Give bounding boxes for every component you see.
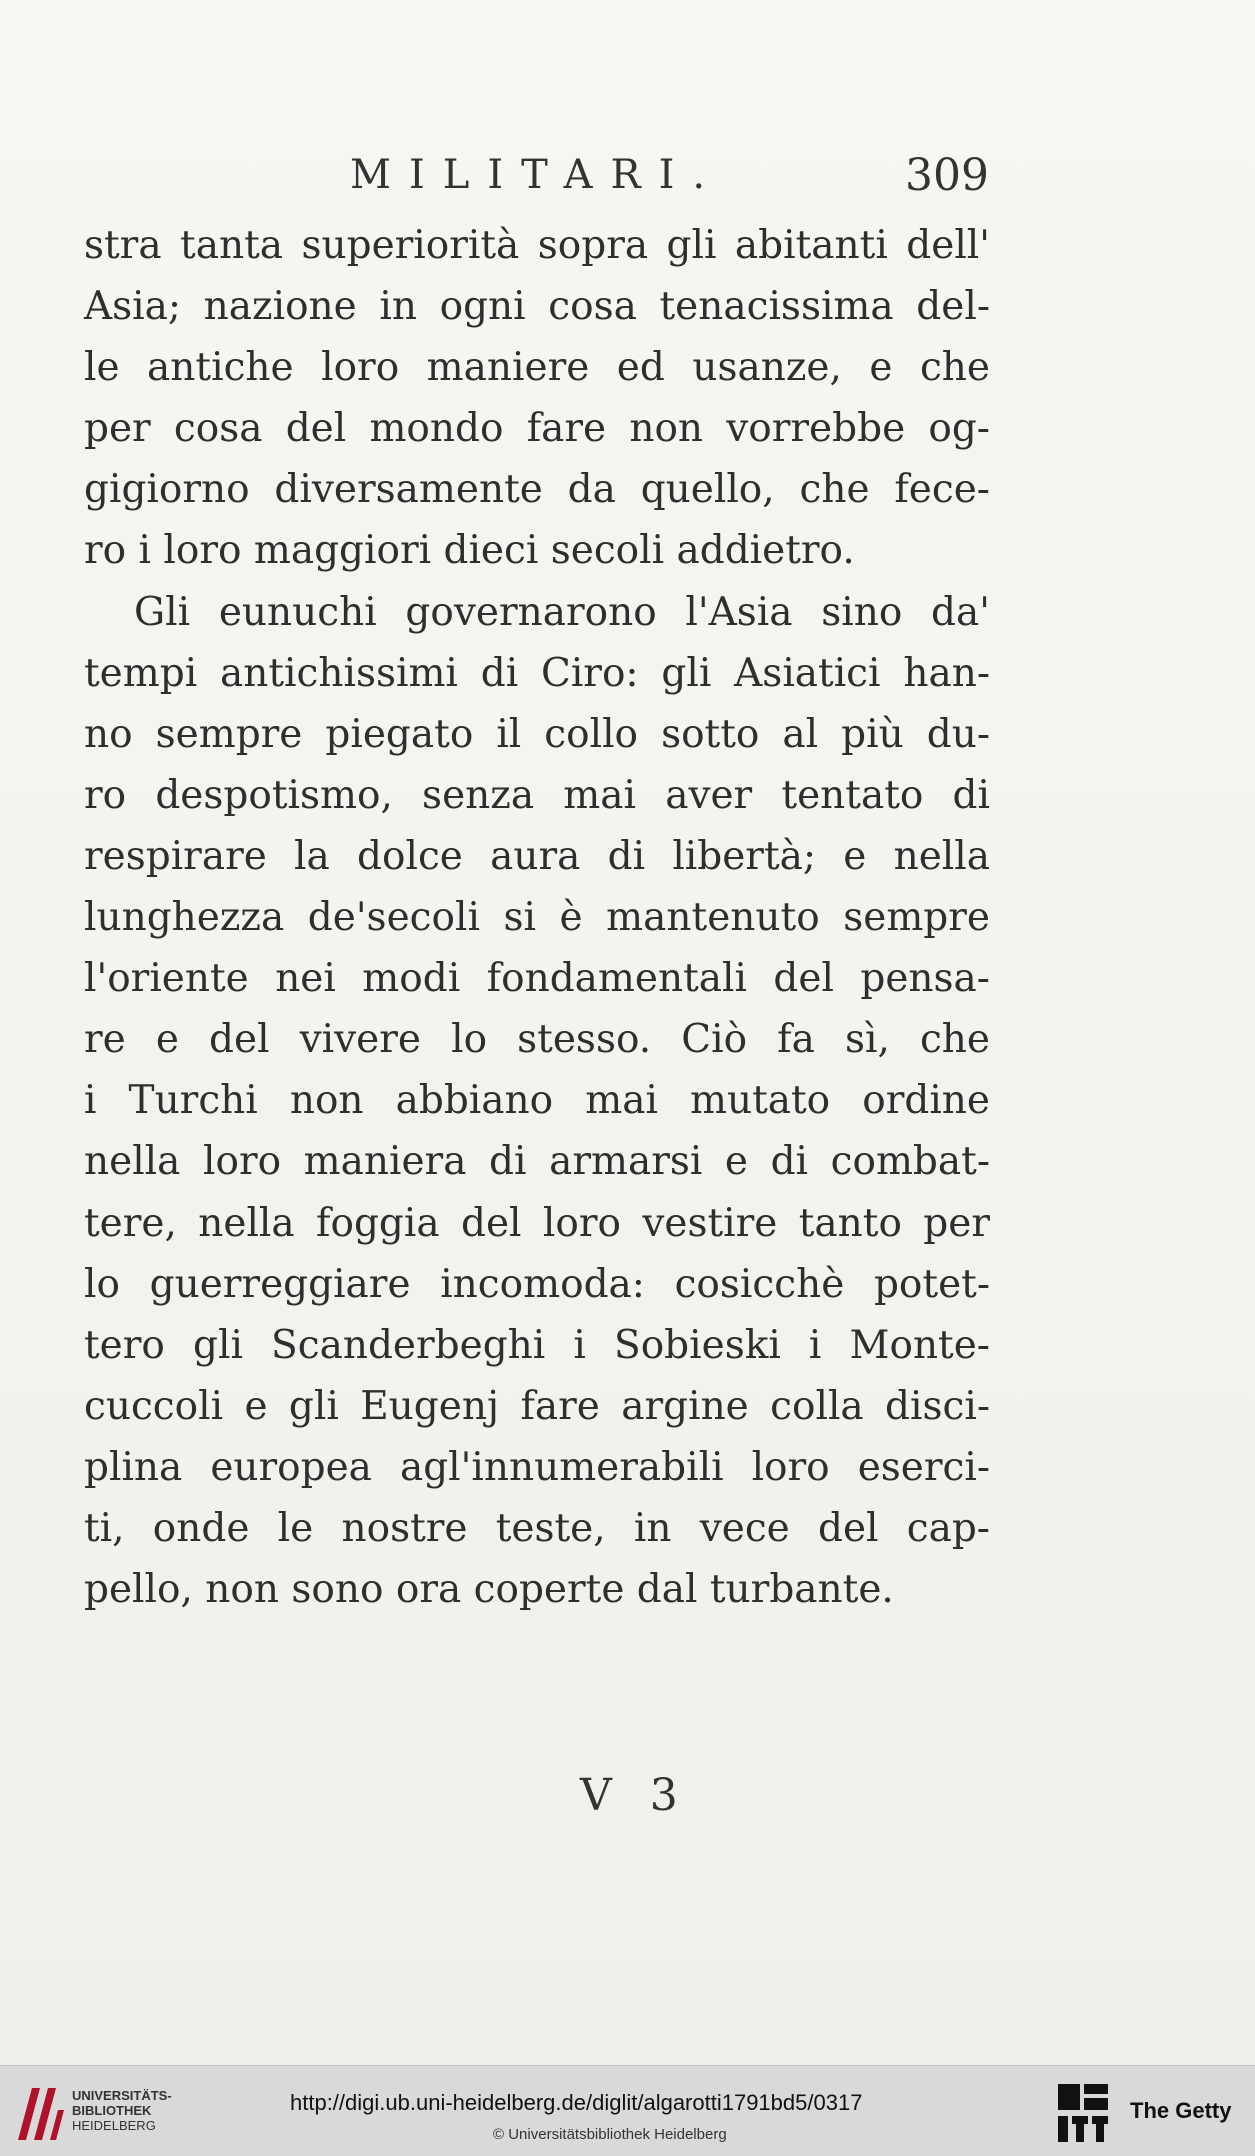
text-line: Asia; nazione in ogni cosa tenacissima del- [84, 284, 990, 330]
body-text [84, 215, 990, 1620]
signature-mark: V 3 [580, 1770, 690, 1821]
text-line: respirare la dolce aura di libertà; e nella [84, 833, 990, 879]
viewer-footer [0, 2065, 1255, 2156]
text-line: ro despotismo, senza mai aver tentato di [84, 772, 990, 818]
text-line: tere, nella foggia del loro vestire tanto per [84, 1200, 990, 1246]
text-line: tempi antichissimi di Ciro: gli Asiatici han- [84, 650, 990, 696]
text-line: l'oriente nei modi fondamentali del pensa- [84, 956, 990, 1002]
text-line: lunghezza de'secoli si è mantenuto sempre [84, 895, 990, 941]
text-line: tero gli Scanderbeghi i Sobieski i Monte- [84, 1322, 990, 1368]
library-name-line: UNIVERSITÄTS- [72, 2088, 172, 2103]
text-line: lo guerreggiare incomoda: cosicchè potet- [84, 1261, 990, 1307]
text-line: no sempre piegato il collo sotto al più du- [84, 711, 990, 757]
text-line: Gli eunuchi governarono l'Asia sino da' [134, 589, 990, 635]
permalink-url[interactable]: http://digi.ub.uni-heidelberg.de/diglit/algarotti1791bd5/0317 [290, 2090, 863, 2115]
text-line: le antiche loro maniere ed usanze, e che [84, 345, 990, 391]
text-line: re e del vivere lo stesso. Ciò fa sì, che [84, 1017, 990, 1063]
text-line: per cosa del mondo fare non vorrebbe og- [84, 406, 990, 452]
ub-heidelberg-logo-icon[interactable] [14, 2084, 66, 2144]
copyright-notice: © Universitätsbibliothek Heidelberg [493, 2126, 727, 2143]
text-line: cuccoli e gli Eugenj fare argine colla disci- [84, 1383, 990, 1429]
library-name [72, 2088, 172, 2133]
text-line: gigiorno diversamente da quello, che fece- [84, 467, 990, 513]
page-number: 309 [905, 150, 989, 201]
partner-name: The Getty [1130, 2098, 1232, 2123]
library-name-line: BIBLIOTHEK [72, 2103, 152, 2118]
text-line: pello, non sono ora coperte dal turbante. [84, 1567, 894, 1613]
getty-logo-icon[interactable] [1056, 2082, 1110, 2144]
library-name-line: HEIDELBERG [72, 2118, 156, 2133]
running-head: MILITARI. [350, 152, 724, 198]
text-line: stra tanta superiorità sopra gli abitanti dell' [84, 223, 990, 268]
text-line: nella loro maniera di armarsi e di combat- [84, 1139, 990, 1185]
text-line: plina europea agl'innumerabili loro eserci- [84, 1444, 990, 1490]
text-line: i Turchi non abbiano mai mutato ordine [84, 1078, 990, 1124]
text-line: ro i loro maggiori dieci secoli addietro. [84, 528, 855, 574]
text-line: ti, onde le nostre teste, in vece del cap- [84, 1505, 990, 1551]
